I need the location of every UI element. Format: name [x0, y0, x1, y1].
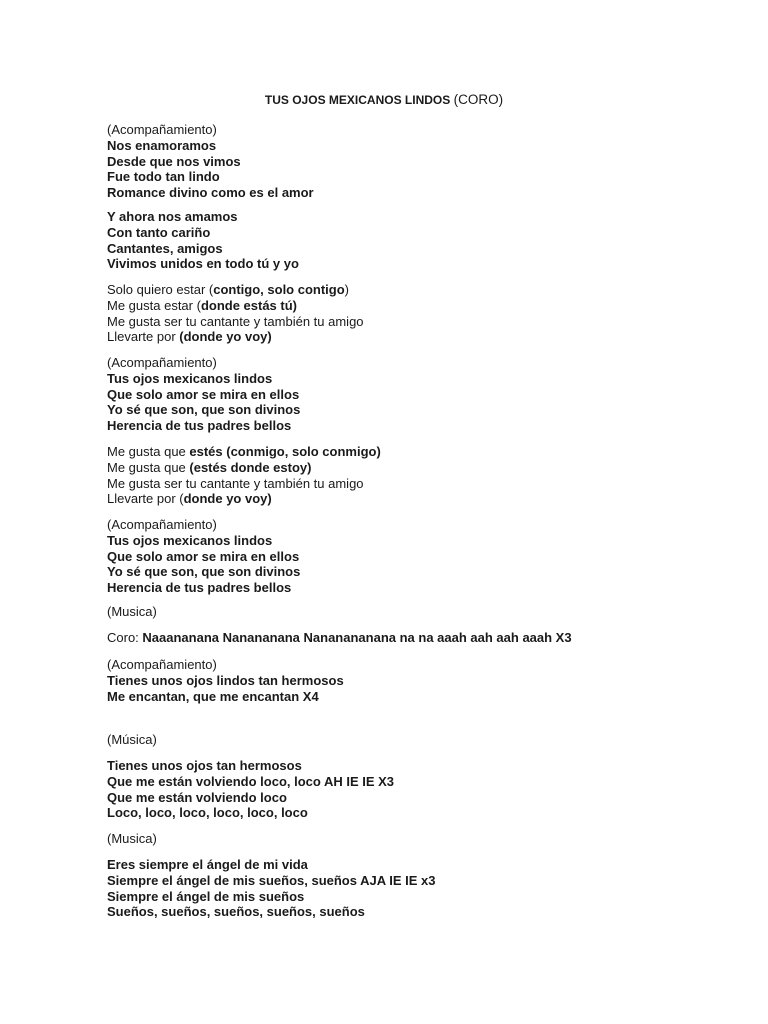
lyric-line [107, 580, 300, 596]
lyric-text-bold: Vivimos unidos en todo tú y yo [107, 256, 299, 272]
lyric-text: Me gusta que [107, 459, 190, 475]
lyric-line [107, 314, 364, 330]
lyric-text: Me gusta ser tu cantante y también tu amigo [107, 313, 364, 329]
lyric-text-bold: Tienes unos ojos tan hermosos [107, 758, 302, 773]
stanza [107, 630, 572, 646]
lyric-text-bold: Romance divino como es el amor [107, 185, 314, 201]
lyric-text-bold: Herencia de tus padres bellos [107, 418, 292, 434]
lyric-line [107, 831, 157, 847]
lyric-text: Llevarte por [107, 329, 180, 345]
lyric-line [107, 241, 299, 257]
lyric-text-bold: Que me están volviendo loco, loco AH IE IE X3 [107, 773, 395, 789]
lyric-text-bold: Con tanto cariño [107, 224, 211, 240]
lyric-text-bold: Que solo amor se mira en ellos [107, 386, 300, 402]
lyric-text: Solo quiero estar ( [107, 282, 214, 297]
lyric-text-bold: donde yo voy) [183, 491, 272, 507]
lyric-text-bold: Que me están volviendo loco [107, 789, 287, 805]
lyric-line [107, 209, 299, 225]
stanza [107, 831, 157, 847]
lyric-text-bold: Yo sé que son, que son divinos [107, 564, 301, 580]
lyric-text-bold: Herencia de tus padres bellos [107, 580, 292, 596]
lyric-line [107, 355, 300, 371]
lyric-text: (Música) [107, 732, 157, 747]
lyric-line [107, 533, 300, 549]
lyric-line [107, 657, 344, 673]
lyric-line [107, 460, 381, 476]
lyric-text: Me gusta ser tu cantante y también tu amigo [107, 475, 364, 491]
lyric-line [107, 185, 314, 201]
lyric-line [107, 758, 394, 774]
lyric-line [107, 904, 436, 920]
lyric-line [107, 256, 299, 272]
lyric-line [107, 604, 157, 620]
lyric-text: (Acompañamiento) [107, 657, 217, 672]
stanza [107, 657, 344, 704]
lyric-line [107, 122, 314, 138]
lyric-line [107, 889, 436, 905]
lyric-text: Coro: [107, 630, 143, 645]
lyric-text-bold: estés (conmigo, solo conmigo) [189, 444, 381, 459]
lyric-line [107, 138, 314, 154]
lyric-text: Me gusta que [107, 444, 190, 459]
lyric-text-bold: Siempre el ángel de mis sueños [107, 888, 305, 904]
lyric-text: (Acompañamiento) [107, 122, 217, 137]
lyric-line [107, 387, 300, 403]
lyric-text: (Acompañamiento) [107, 355, 217, 370]
lyric-line [107, 225, 299, 241]
lyric-line [107, 774, 394, 790]
lyric-text: Llevarte por ( [107, 491, 184, 507]
lyric-line [107, 805, 394, 821]
stanza [107, 732, 157, 748]
lyric-text-bold: Me encantan, que me encantan X4 [107, 688, 319, 704]
stanza [107, 604, 157, 620]
lyric-line [107, 790, 394, 806]
lyric-line [107, 564, 300, 580]
lyric-text-bold: (donde yo voy) [179, 329, 272, 345]
lyric-text: Me gusta estar ( [107, 297, 201, 313]
lyric-line [107, 154, 314, 170]
stanza [107, 209, 299, 272]
lyric-line [107, 517, 300, 533]
song-title [0, 92, 768, 107]
lyric-text: (Musica) [107, 831, 157, 846]
lyric-text: ) [344, 282, 350, 297]
lyric-line [107, 444, 381, 460]
lyric-line [107, 476, 381, 492]
lyric-line [107, 329, 364, 345]
lyric-line [107, 549, 300, 565]
stanza [107, 857, 436, 920]
lyric-line [107, 491, 381, 507]
lyric-text-bold: Fue todo tan lindo [107, 169, 220, 185]
lyric-text-bold: Naaananana Nanananana Nananananana na na aaah aah aah aaah X3 [142, 630, 572, 645]
lyric-text-bold: Y ahora nos amamos [107, 209, 238, 224]
lyric-text: (Acompañamiento) [107, 517, 217, 532]
lyric-line [107, 371, 300, 387]
lyric-text-bold: Sueños, sueños, sueños, sueños, sueños [107, 904, 365, 920]
lyric-text-bold: Desde que nos vimos [107, 153, 241, 169]
lyric-text-bold: donde estás tú) [200, 297, 298, 313]
lyric-line [107, 873, 436, 889]
lyric-text-bold: Yo sé que son, que son divinos [107, 402, 301, 418]
lyric-text-bold: Nos enamoramos [107, 137, 217, 153]
lyric-line [107, 630, 572, 646]
lyric-text-bold: Tus ojos mexicanos lindos [107, 532, 273, 548]
lyric-line [107, 689, 344, 705]
lyric-line [107, 732, 157, 748]
lyric-text-bold: Loco, loco, loco, loco, loco, loco [107, 805, 308, 821]
lyric-text-bold: Tus ojos mexicanos lindos [107, 370, 273, 386]
stanza [107, 517, 300, 596]
lyric-line [107, 673, 344, 689]
stanza [107, 758, 394, 821]
lyric-text-bold: Que solo amor se mira en ellos [107, 548, 300, 564]
lyric-text-bold: Siempre el ángel de mis sueños, sueños AJA IE IE x3 [107, 872, 436, 888]
lyric-text-bold: contigo, solo contigo [213, 282, 345, 297]
lyric-text: (Musica) [107, 604, 157, 619]
lyric-line [107, 298, 364, 314]
stanza [107, 444, 381, 507]
lyric-text-bold: (estés donde estoy) [189, 459, 312, 475]
song-title-suffix: (CORO) [453, 92, 504, 107]
lyric-line [107, 402, 300, 418]
lyric-text-bold: Eres siempre el ángel de mi vida [107, 857, 308, 872]
lyric-line [107, 282, 364, 298]
lyric-text-bold: Cantantes, amigos [107, 240, 223, 256]
lyric-line [107, 169, 314, 185]
stanza [107, 355, 300, 434]
song-title-main: TUS OJOS MEXICANOS LINDOS [264, 93, 451, 107]
lyric-line [107, 418, 300, 434]
lyric-line [107, 857, 436, 873]
stanza [107, 282, 364, 345]
stanza [107, 122, 314, 201]
lyric-text-bold: Tienes unos ojos lindos tan hermosos [107, 672, 344, 688]
